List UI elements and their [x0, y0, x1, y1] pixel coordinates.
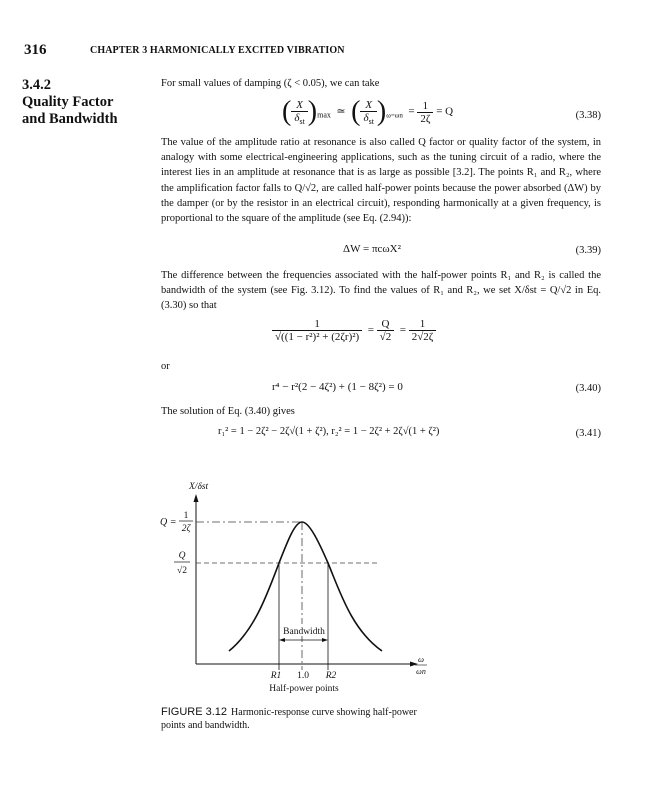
bandwidth-arrow-left — [279, 638, 285, 642]
paragraph-4: The solution of Eq. (3.40) gives — [161, 406, 295, 417]
section-number: 3.4.2 — [22, 77, 51, 93]
eqbw-num2: Q — [377, 318, 395, 331]
connector-or: or — [161, 361, 170, 372]
bandwidth-label: Bandwidth — [283, 627, 325, 637]
q-numerator: 1 — [183, 511, 189, 521]
equation-number-3-40: (3.40) — [575, 383, 601, 394]
eq-sub-resonance: ω=ωn — [386, 111, 403, 120]
figure-3-12 — [0, 460, 645, 700]
eqbw-num1: 1 — [272, 318, 362, 331]
r2-label: R2 — [325, 671, 337, 681]
eqbw-den1: √((1 − r²)² + (2ζr)²) — [275, 331, 360, 343]
chapter-title: CHAPTER 3 HARMONICALLY EXCITED VIBRATION — [90, 45, 345, 56]
half-power-numerator: Q — [178, 551, 186, 561]
eqbw-num3: 1 — [409, 318, 437, 331]
section-heading — [22, 77, 118, 128]
page-number: 316 — [24, 42, 47, 58]
half-power-points-label: Half-power points — [269, 684, 339, 694]
eq338-rhs-den: 2ζ — [420, 112, 431, 125]
half-power-denominator: √2 — [177, 566, 187, 576]
equation-number-3-41: (3.41) — [575, 428, 601, 439]
q-denominator: 2ζ — [181, 524, 191, 534]
paragraph-3: The difference between the frequencies associated with the half-power points R₁ and R₂ is called the bandwidth of the system (see Fig. 3.12). To find the values of R₁ and R₂, we set X/δst = Q/√2 in Eq. (3.30) so that — [161, 270, 601, 312]
y-axis-arrow — [194, 494, 199, 502]
one-label: 1.0 — [297, 671, 309, 681]
equation-3-38: ( $\frac{X}{\delta_{st}}$ )$_{max}$ ≃ ( $\frac{X}{\delta_{st}}$ )$_{\omega=\omega n}$ = $\frac{1}{2\zeta}$ = Q — [282, 96, 454, 127]
eq338-rhs-num: 1 — [417, 100, 433, 113]
eq338-rhs-q: = Q — [436, 105, 454, 118]
q-label: Q = — [160, 517, 177, 528]
figure-caption-id: FIGURE 3.12 — [161, 706, 228, 718]
section-title-line1: Quality Factor — [22, 94, 114, 110]
equation-3-41: r₁² = 1 − 2ζ² − 2ζ√(1 + ζ²), r₂² = 1 − 2ζ² + 2ζ√(1 + ζ²) — [218, 426, 440, 437]
x-axis-numerator: ω — [417, 654, 425, 664]
x-axis-denominator: ωn — [416, 667, 426, 676]
x-axis-arrow — [410, 662, 418, 667]
equation-number-3-38: (3.38) — [575, 110, 601, 121]
eqbw-den2: √2 — [379, 331, 392, 343]
figure-caption-text: Harmonic-response curve showing half-power points and bandwidth. — [161, 707, 417, 731]
y-axis-label: X/δst — [189, 482, 209, 492]
equation-number-3-39: (3.39) — [575, 245, 601, 256]
figure-caption — [161, 706, 431, 732]
paragraph-1: For small values of damping (ζ < 0.05), we can take — [161, 78, 380, 89]
paragraph-2: The value of the amplitude ratio at resonance is also called Q factor or quality factor of the system, in analogy with some electrical-engineering applications, such as the tuning circuit of a radio, where the interest lies in an amplitude at resonance that is as large as possible [3.2]. The points R₁ and R₂, where the amplification factor falls to Q/√2, are called half-power points because the power absorbed (ΔW) by the damper (or by the resistor in an electrical circuit), responding harmonically at a given frequency, is proportional to the square of the amplitude (see Eq. (2.94)): — [161, 137, 601, 225]
r1-label: R1 — [270, 671, 282, 681]
section-title-line2: and Bandwidth — [22, 111, 118, 127]
bandwidth-arrow-right — [322, 638, 328, 642]
equation-3-39: ΔW = πcωX² — [343, 243, 401, 255]
eqbw-den3: 2√2ζ — [411, 331, 434, 343]
equation-3-40: r⁴ − r²(2 − 4ζ²) + (1 − 8ζ²) = 0 — [272, 381, 403, 393]
eq-sub-max: max — [317, 110, 331, 120]
equation-half-power: $\frac{1}{\text{√((1 − r²)² + (2ζr)²)}}$ = $\frac{Q}{√2}$ = $\frac{1}{2√2\zeta}$ — [272, 318, 436, 343]
